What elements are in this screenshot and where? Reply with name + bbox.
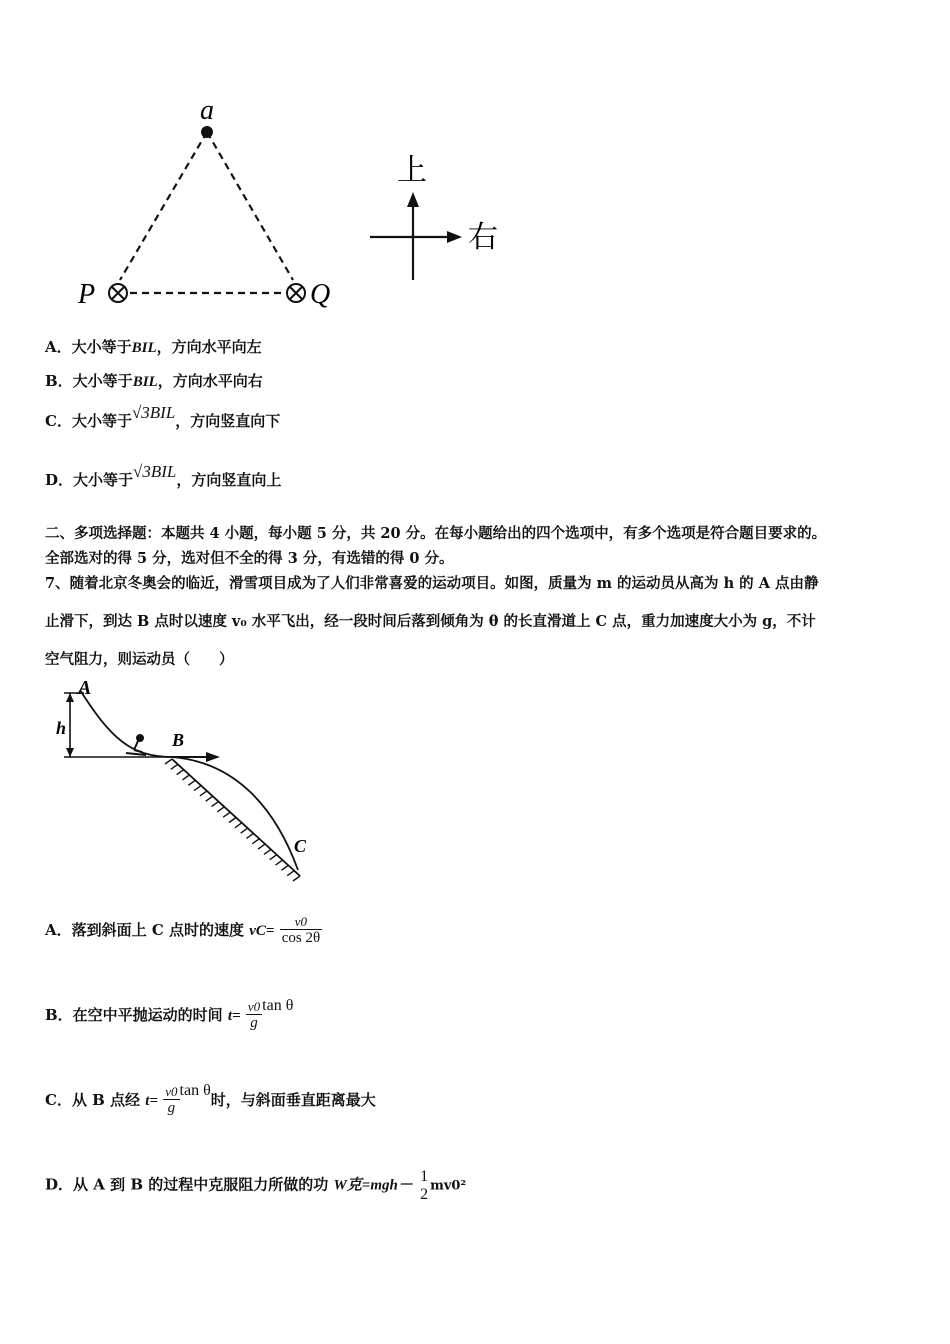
option-expr: BIL	[132, 374, 158, 390]
option-suffix: ，方向竖直向上	[176, 471, 282, 489]
q7-stem-line3: 空气阻力，则运动员（ ）	[45, 651, 234, 668]
q7-option-a[interactable]	[45, 915, 322, 947]
fraction	[280, 915, 322, 947]
figure-ski-slope	[50, 672, 340, 887]
compass-right-label: 右	[468, 221, 498, 254]
compass-arrows-icon	[370, 192, 462, 280]
option-prefix: D．大小等于	[45, 471, 134, 489]
label-p: P	[78, 279, 96, 310]
option-lhs: t=	[145, 1092, 159, 1109]
hatch-mark	[241, 828, 248, 833]
q7-option-c[interactable]	[45, 1081, 376, 1117]
hatch-mark	[171, 764, 178, 769]
label-q: Q	[310, 279, 331, 310]
option-prefix: B．大小等于	[45, 372, 133, 390]
q6-option-d[interactable]	[45, 462, 282, 490]
option-prefix: A．落到斜面上 C 点时的速度	[45, 920, 250, 939]
hatch-mark	[165, 759, 172, 764]
option-suffix: ，方向水平向右	[157, 372, 263, 390]
hatch-mark	[229, 818, 236, 823]
fraction-denominator: cos 2θ	[281, 930, 321, 947]
option-lhs: vC=	[249, 922, 275, 939]
section2-line1: 二、多项选择题：本题共 4 小题，每小题 5 分，共 20 分。在每小题给出的四个选项中，有多个选项是符合题目要求的。	[45, 525, 827, 542]
option-prefix: C．从 B 点经	[45, 1090, 146, 1109]
hatch-mark	[270, 855, 277, 860]
compass-up-label: 上	[397, 154, 427, 187]
hatch-mark	[200, 791, 207, 796]
fraction	[246, 1000, 262, 1032]
q7-stem-line1: 7、随着北京冬奥会的临近，滑雪项目成为了人们非常喜爱的运动项目。如图，质量为 m 的运动员从高为 h 的 A 点由静	[45, 575, 819, 592]
option-after: tan θ	[179, 1081, 211, 1099]
hatch-mark	[287, 871, 294, 876]
fraction-numerator: v0	[165, 1084, 178, 1099]
fraction-numerator: 1	[420, 1168, 429, 1185]
option-expr: BIL	[131, 340, 157, 356]
slide-curve	[80, 690, 172, 757]
hatch-mark	[252, 839, 259, 844]
dashed-side-aq	[207, 132, 293, 280]
hatch-mark	[258, 844, 265, 849]
option-suffix: ，方向水平向左	[156, 338, 262, 356]
label-a: A	[78, 677, 92, 699]
hatch-mark	[223, 812, 230, 817]
hatch-mark	[206, 796, 213, 801]
q7-option-d[interactable]	[45, 1168, 466, 1203]
hatch-mark	[182, 775, 189, 780]
hatch-mark	[246, 833, 253, 838]
fraction-numerator: v0	[247, 999, 261, 1014]
option-prefix: D．从 A 到 B 的过程中克服阻力所做的功	[45, 1175, 334, 1194]
label-a: a	[200, 95, 214, 126]
hatch-mark	[217, 807, 224, 812]
option-prefix: A．大小等于	[45, 338, 132, 356]
q7-stem-line2: 止滑下，到达 B 点时以速度 v₀ 水平飞出，经一段时间后落到倾角为 θ 的长直滑道上 C 点，重力加速度大小为 g，不计	[45, 613, 816, 630]
hatch-mark	[235, 823, 242, 828]
hatch-mark	[264, 849, 271, 854]
hatch-mark	[177, 770, 184, 775]
option-lhs: t=	[227, 1007, 241, 1024]
hatch-mark	[293, 876, 300, 881]
hatch-mark	[194, 786, 201, 791]
point-a-dot	[201, 126, 213, 138]
wire-q-into-page-icon	[287, 284, 305, 302]
hatch-mark	[188, 780, 195, 785]
label-b: B	[172, 730, 185, 750]
option-after: tan θ	[262, 996, 294, 1014]
fraction-denominator: g	[246, 1014, 262, 1032]
hatch-mark	[276, 860, 283, 865]
option-suffix: 时，与斜面垂直距离最大	[210, 1090, 376, 1109]
option-lhs: W克=mgh－	[333, 1177, 413, 1194]
hatch-mark	[281, 865, 288, 870]
label-c: C	[294, 836, 307, 856]
q6-option-a[interactable]	[45, 336, 262, 357]
fraction-denominator: g	[163, 1099, 179, 1117]
section2-line2: 全部选对的得 5 分，选对但不全的得 3 分，有选错的得 0 分。	[45, 550, 454, 567]
dashed-side-ap	[120, 132, 207, 280]
hatch-mark	[212, 802, 219, 807]
option-expr: √3BIL	[131, 403, 176, 422]
wire-p-into-page-icon	[109, 284, 127, 302]
option-prefix: B．在空中平抛运动的时间	[45, 1005, 228, 1024]
q6-option-b[interactable]	[45, 370, 263, 391]
trajectory-curve	[172, 757, 298, 870]
option-after: mv0²	[430, 1178, 467, 1194]
option-expr: √3BIL	[133, 462, 177, 481]
q6-option-c[interactable]	[45, 403, 281, 431]
label-h: h	[56, 718, 67, 738]
option-prefix: C．大小等于	[45, 412, 132, 430]
option-suffix: ，方向竖直向下	[175, 412, 281, 430]
fraction-numerator: v0	[294, 914, 308, 929]
fraction	[163, 1085, 179, 1117]
q7-option-b[interactable]	[45, 996, 294, 1032]
fraction	[418, 1168, 430, 1203]
fraction-denominator: 2	[420, 1185, 429, 1203]
figure-triangle-apq	[60, 95, 530, 320]
